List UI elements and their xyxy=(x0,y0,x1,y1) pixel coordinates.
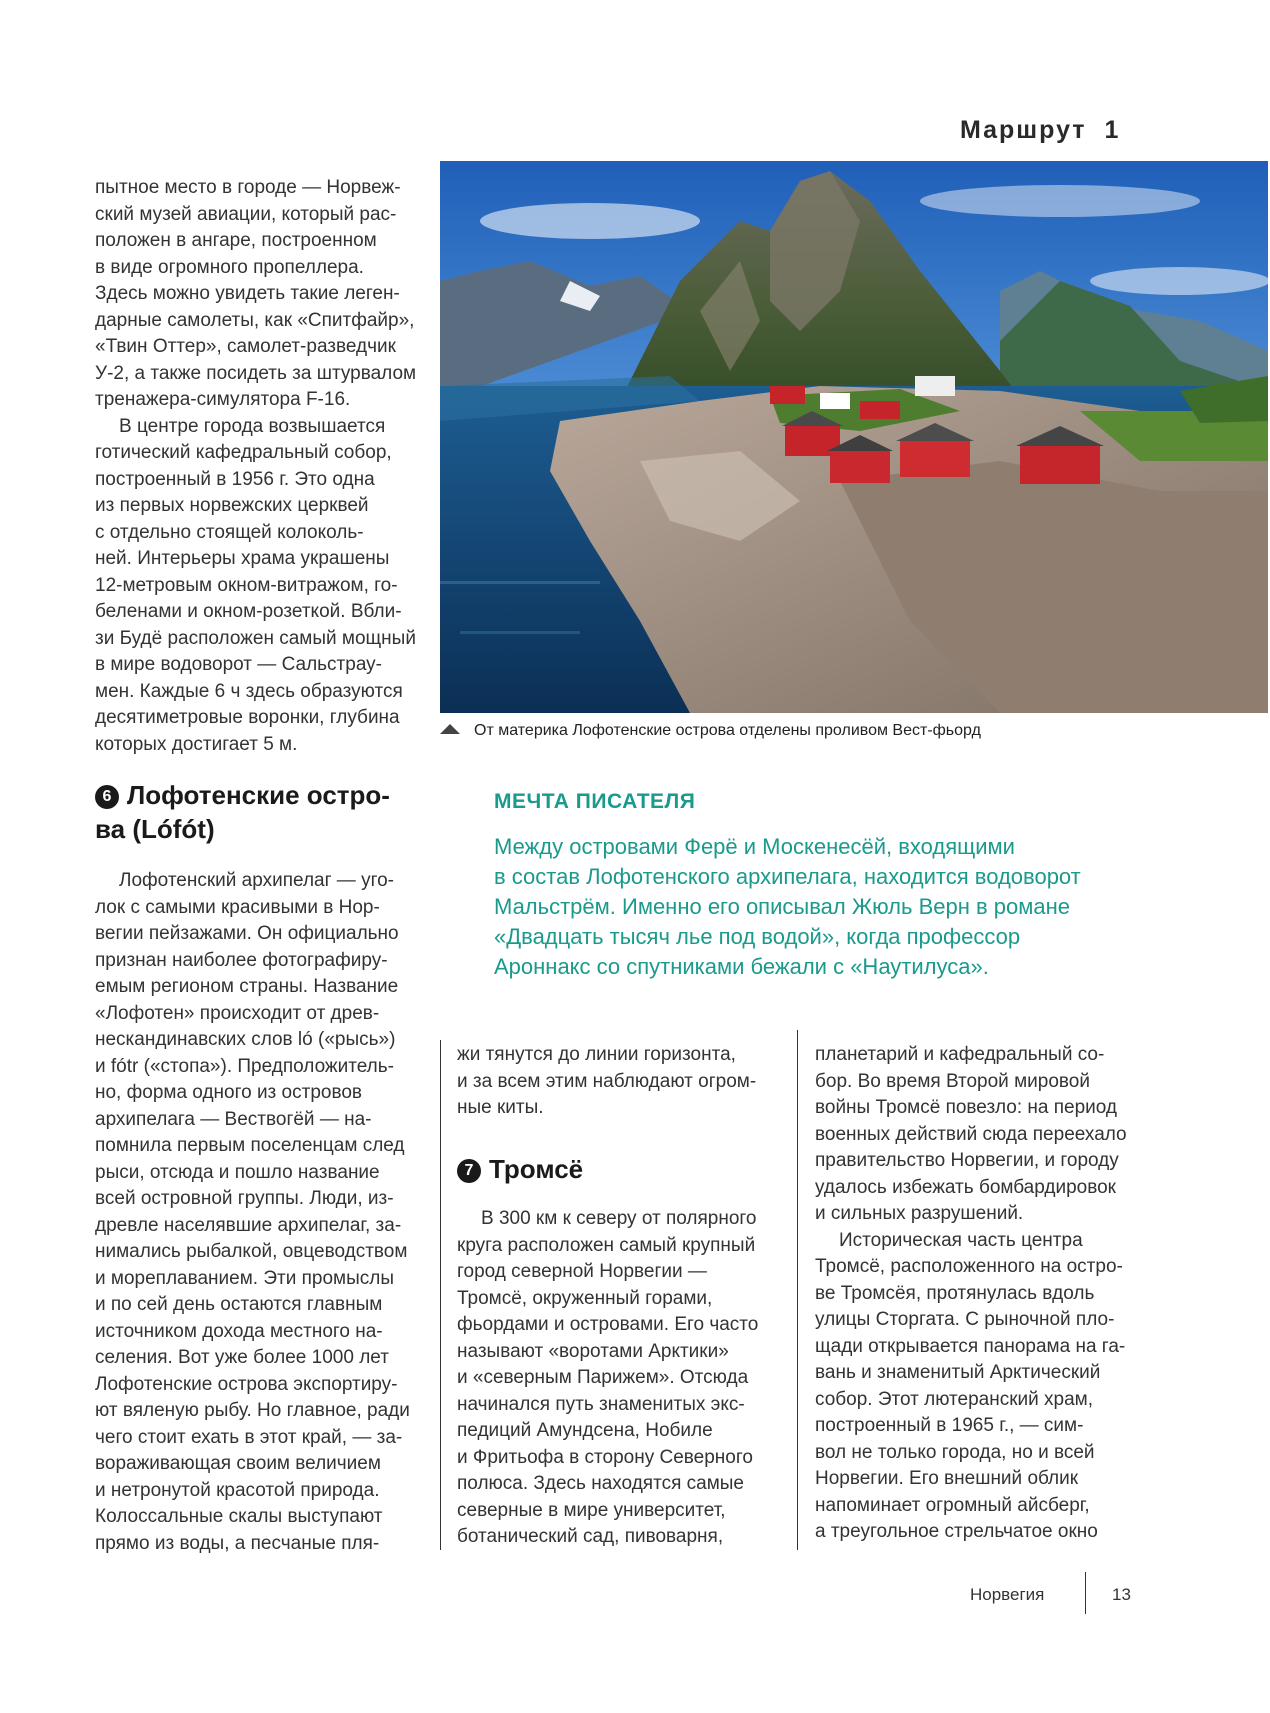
text-line: Лофотенские острова экспортиру- xyxy=(95,1373,398,1395)
sidebar-line: Ароннакс со спутниками бежали с «Наутилуса». xyxy=(494,954,989,979)
text-line: и fótr («стопа»). Предположитель- xyxy=(95,1055,394,1077)
text-line: ботанический сад, пивоварня, xyxy=(457,1526,724,1547)
text-line: дарные самолеты, как «Спитфайр», xyxy=(95,309,415,331)
text-line: Здесь можно увидеть такие леген- xyxy=(95,283,400,304)
text-line: зи Будё расположен самый мощный xyxy=(95,627,416,649)
text-line: источником дохода местного на- xyxy=(95,1320,383,1342)
text-line: правительство Норвегии, и городу xyxy=(815,1150,1119,1171)
lofoten-landscape-image xyxy=(440,161,1268,713)
sidebar-text xyxy=(494,832,1081,982)
text-line: удалось избежать бомбардировок xyxy=(815,1176,1116,1198)
text-line: в мире водоворот — Сальстрау- xyxy=(95,654,383,675)
text-line: улицы Сторгата. С рыночной пло- xyxy=(815,1309,1115,1330)
photo-caption xyxy=(440,722,981,740)
text-line: называют «воротами Арктики» xyxy=(457,1340,729,1362)
route-number: 1 xyxy=(1104,116,1121,144)
text-line: нимались рыбалкой, овцеводством xyxy=(95,1241,408,1262)
text-line: начинался путь знаменитых экс- xyxy=(457,1393,745,1415)
text-line: Историческая часть центра xyxy=(839,1229,1083,1251)
column-1-top xyxy=(95,175,425,758)
text-line: архипелага — Вествогёй — на- xyxy=(95,1108,372,1130)
text-line: десятиметровые воронки, глубина xyxy=(95,707,400,728)
text-line: готический кафедральный собор, xyxy=(95,442,392,463)
text-line: но, форма одного из островов xyxy=(95,1082,362,1103)
section-number-badge: 6 xyxy=(95,785,119,809)
sidebar-line: в состав Лофотенского архипелага, находится водоворот xyxy=(494,864,1081,889)
text-line: построенный в 1965 г., — сим- xyxy=(815,1415,1084,1436)
text-line: прямо из воды, а песчаные пля- xyxy=(95,1532,380,1554)
lofoten-photo xyxy=(440,161,1268,713)
text-line: вол не только города, но и всей xyxy=(815,1441,1095,1463)
text-line: Колоссальные скалы выступают xyxy=(95,1506,383,1527)
footer-divider xyxy=(1085,1572,1086,1614)
section-title: Тромсё xyxy=(489,1154,584,1184)
text-line: с отдельно стоящей колоколь- xyxy=(95,521,364,543)
text-line: «Твин Оттер», самолет-разведчик xyxy=(95,336,396,357)
text-line: ют вяленую рыбу. Но главное, ради xyxy=(95,1400,410,1421)
text-line: Тромсё, окруженный горами, xyxy=(457,1287,713,1309)
sidebar-title: МЕЧТА ПИСАТЕЛЯ xyxy=(494,790,696,813)
text-line: из первых норвежских церквей xyxy=(95,495,369,516)
text-line: педиций Амундсена, Нобиле xyxy=(457,1420,713,1441)
text-line: вань и знаменитый Арктический xyxy=(815,1362,1101,1383)
text-line: город северной Норвегии — xyxy=(457,1261,707,1282)
section-7-heading xyxy=(457,1152,583,1186)
text-line: «Лофотен» происходит от древ- xyxy=(95,1002,380,1024)
text-line: военных действий сюда переехало xyxy=(815,1123,1127,1145)
text-line: ные киты. xyxy=(457,1097,544,1118)
text-line: фьордами и островами. Его часто xyxy=(457,1314,759,1335)
text-line: и сильных разрушений. xyxy=(815,1203,1024,1224)
column-2-bottom xyxy=(457,1206,787,1551)
text-line: и мореплаванием. Эти промыслы xyxy=(95,1267,394,1289)
text-line: ве Тромсёя, протянулась вдоль xyxy=(815,1282,1095,1304)
text-line: и за всем этим наблюдают огром- xyxy=(457,1070,757,1092)
text-line: которых достигает 5 м. xyxy=(95,733,298,755)
text-line: В центре города возвышается xyxy=(119,415,386,437)
text-line: пытное место в городе — Норвеж- xyxy=(95,177,401,198)
text-line: планетарий и кафедральный со- xyxy=(815,1044,1105,1065)
text-line: лок с самыми красивыми в Нор- xyxy=(95,896,380,918)
section-number-badge: 7 xyxy=(457,1159,481,1183)
footer-section-name: Норвегия xyxy=(970,1585,1045,1604)
caption-triangle-icon xyxy=(440,724,460,734)
sidebar-line: Мальстрём. Именно его описывал Жюль Верн в романе xyxy=(494,894,1070,919)
route-header xyxy=(960,116,1120,145)
text-line: нескандинавских слов ló («рысь») xyxy=(95,1029,396,1050)
text-line: щади открывается панорама на га- xyxy=(815,1335,1126,1357)
text-line: положен в ангаре, построенном xyxy=(95,230,377,251)
text-line: ней. Интерьеры храма украшены xyxy=(95,548,390,569)
text-line: напоминает огромный айсберг, xyxy=(815,1494,1090,1516)
text-line: Тромсё, расположенного на остро- xyxy=(815,1256,1123,1277)
text-line: вегии пейзажами. Он официально xyxy=(95,923,399,944)
text-line: полюса. Здесь находятся самые xyxy=(457,1473,744,1494)
sidebar-line: «Двадцать тысяч лье под водой», когда профессор xyxy=(494,924,1021,949)
text-line: бор. Во время Второй мировой xyxy=(815,1070,1090,1092)
text-line: помнила первым поселенцам след xyxy=(95,1135,405,1156)
text-line: У-2, а также посидеть за штурвалом xyxy=(95,362,417,384)
caption-text: От материка Лофотенские острова отделены проливом Вест-фьорд xyxy=(474,722,981,739)
column-divider xyxy=(797,1030,798,1550)
section-6-heading xyxy=(95,778,390,846)
text-line: собор. Этот лютеранский храм, xyxy=(815,1388,1094,1410)
text-line: беленами и окном-розеткой. Вбли- xyxy=(95,601,402,622)
section-title-line: ва (Lófót) xyxy=(95,814,215,844)
text-line: емым регионом страны. Название xyxy=(95,976,399,997)
text-line: ский музей авиации, который рас- xyxy=(95,203,397,225)
column-2-top xyxy=(457,1042,787,1122)
text-line: всей островной группы. Люди, из- xyxy=(95,1188,394,1209)
text-line: войны Тромсё повезло: на период xyxy=(815,1097,1117,1118)
section-title-line: Лофотенские остро- xyxy=(127,780,390,810)
text-line: северные в мире университет, xyxy=(457,1499,726,1521)
text-line: а треугольное стрельчатое окно xyxy=(815,1521,1098,1542)
route-label: Маршрут xyxy=(960,116,1087,144)
text-line: в виде огромного пропеллера. xyxy=(95,256,364,278)
text-line: Лофотенский архипелаг — уго- xyxy=(119,870,394,891)
text-line: и Фритьофа в сторону Северного xyxy=(457,1446,753,1468)
text-line: признан наиболее фотографиру- xyxy=(95,949,388,971)
text-line: круга расположен самый крупный xyxy=(457,1234,756,1256)
text-line: 12-метровым окном-витражом, го- xyxy=(95,574,398,596)
text-line: построенный в 1956 г. Это одна xyxy=(95,468,375,490)
column-3 xyxy=(815,1042,1145,1546)
text-line: чего стоит ехать в этот край, — за- xyxy=(95,1426,403,1448)
text-line: мен. Каждые 6 ч здесь образуются xyxy=(95,680,403,702)
text-line: древле населявшие архипелаг, за- xyxy=(95,1214,402,1236)
text-line: Норвегии. Его внешний облик xyxy=(815,1468,1079,1489)
text-line: тренажера-симулятора F-16. xyxy=(95,389,351,410)
text-line: селения. Вот уже более 1000 лет xyxy=(95,1347,389,1368)
text-line: жи тянутся до линии горизонта, xyxy=(457,1044,736,1065)
text-line: рыси, отсюда и пошло название xyxy=(95,1161,380,1183)
sidebar-line: Между островами Ферё и Москенесёй, входящими xyxy=(494,834,1015,859)
column-1-bottom xyxy=(95,868,425,1557)
text-line: и по сей день остаются главным xyxy=(95,1294,383,1315)
column-divider xyxy=(440,1040,441,1550)
text-line: и нетронутой красотой природа. xyxy=(95,1479,380,1501)
text-line: вораживающая своим величием xyxy=(95,1453,381,1474)
text-line: В 300 км к северу от полярного xyxy=(481,1208,757,1229)
page-number: 13 xyxy=(1112,1585,1131,1604)
text-line: и «северным Парижем». Отсюда xyxy=(457,1367,749,1388)
